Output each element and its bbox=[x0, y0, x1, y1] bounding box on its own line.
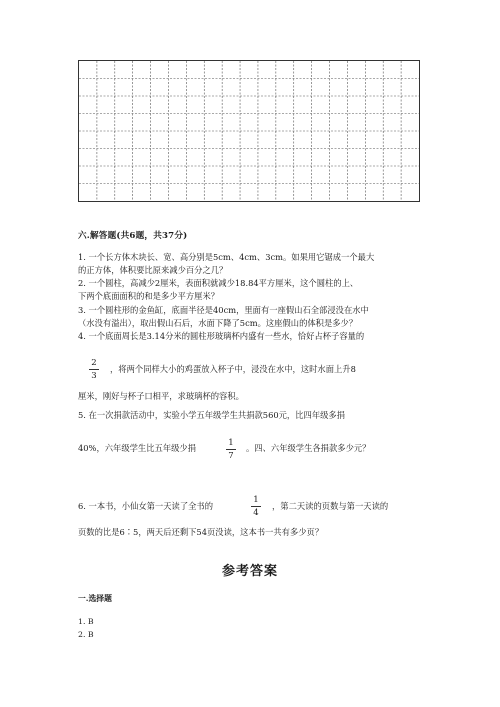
fraction-bar bbox=[89, 369, 99, 370]
answer-2: 2. B bbox=[78, 630, 94, 639]
grid-lines bbox=[79, 61, 421, 203]
question-3-line-2: （水没有溢出），取出假山石后，水面下降了5cm。这座假山的体积是多少？ bbox=[78, 318, 358, 328]
question-4-fraction bbox=[88, 358, 100, 381]
question-1-line-1: 1. 一个长方体木块长、宽、高分别是5cm、4cm、3cm。如果用它锯成一个最大 bbox=[78, 252, 375, 262]
question-4-line-1: 4. 一个底面周长是3.14分米的圆柱形玻璃杯内盛有一些水，恰好占杯子容量的 bbox=[78, 331, 365, 341]
question-1-line-2: 的正方体，体积要比原来减少百分之几？ bbox=[78, 265, 228, 275]
question-2-line-2: 下两个底面面积的和是多少平方厘米？ bbox=[78, 291, 220, 301]
question-3-line-1: 3. 一个圆柱形的金鱼缸，底面半径是40cm，里面有一座假山石全部浸没在水中 bbox=[78, 305, 369, 315]
question-4-line-3: 厘米，刚好与杯子口相平，求玻璃杯的容积。 bbox=[78, 391, 244, 401]
question-6-line-1b: ，第二天读的页数与第一天读的 bbox=[272, 501, 389, 511]
question-5-line-2a: 40%，六年级学生比五年级少捐 bbox=[78, 443, 197, 453]
question-6-line-2: 页数的比是6∶5，两天后还剩下54页没读，这本书一共有多少页？ bbox=[78, 527, 324, 537]
answers-section-1: 一.选择题 bbox=[78, 594, 112, 603]
fraction-bar bbox=[251, 506, 261, 507]
fraction-denominator: 4 bbox=[253, 508, 259, 518]
question-6-line-1a: 6. 一本书，小仙女第一天读了全书的 bbox=[78, 501, 214, 511]
fraction-numerator: 1 bbox=[228, 438, 234, 448]
fraction-numerator: 1 bbox=[253, 495, 259, 505]
section-6-title: 六.解答题(共6题，共37分) bbox=[78, 231, 188, 241]
fraction-denominator: 3 bbox=[91, 371, 97, 381]
question-5-line-1: 5. 在一次捐款活动中，实验小学五年级学生共捐款560元，比四年级多捐 bbox=[78, 410, 346, 420]
question-4-line-2: ，将两个同样大小的鸡蛋放入杯子中，浸没在水中，这时水面上升8 bbox=[110, 364, 356, 374]
answers-title: 参考答案 bbox=[221, 564, 278, 579]
question-5-line-2b: 。四、六年级学生各捐款多少元？ bbox=[246, 443, 371, 453]
answer-grid bbox=[78, 60, 420, 202]
answer-1: 1. B bbox=[78, 617, 94, 626]
fraction-denominator: 7 bbox=[228, 451, 234, 461]
question-2-line-1: 2. 一个圆柱，高减少2厘米，表面积就减少18.84平方厘米，这个圆柱的上、 bbox=[78, 278, 359, 288]
fraction-bar bbox=[226, 449, 236, 450]
question-6-fraction bbox=[250, 495, 262, 518]
fraction-numerator: 2 bbox=[91, 358, 97, 368]
question-5-fraction bbox=[225, 438, 237, 461]
